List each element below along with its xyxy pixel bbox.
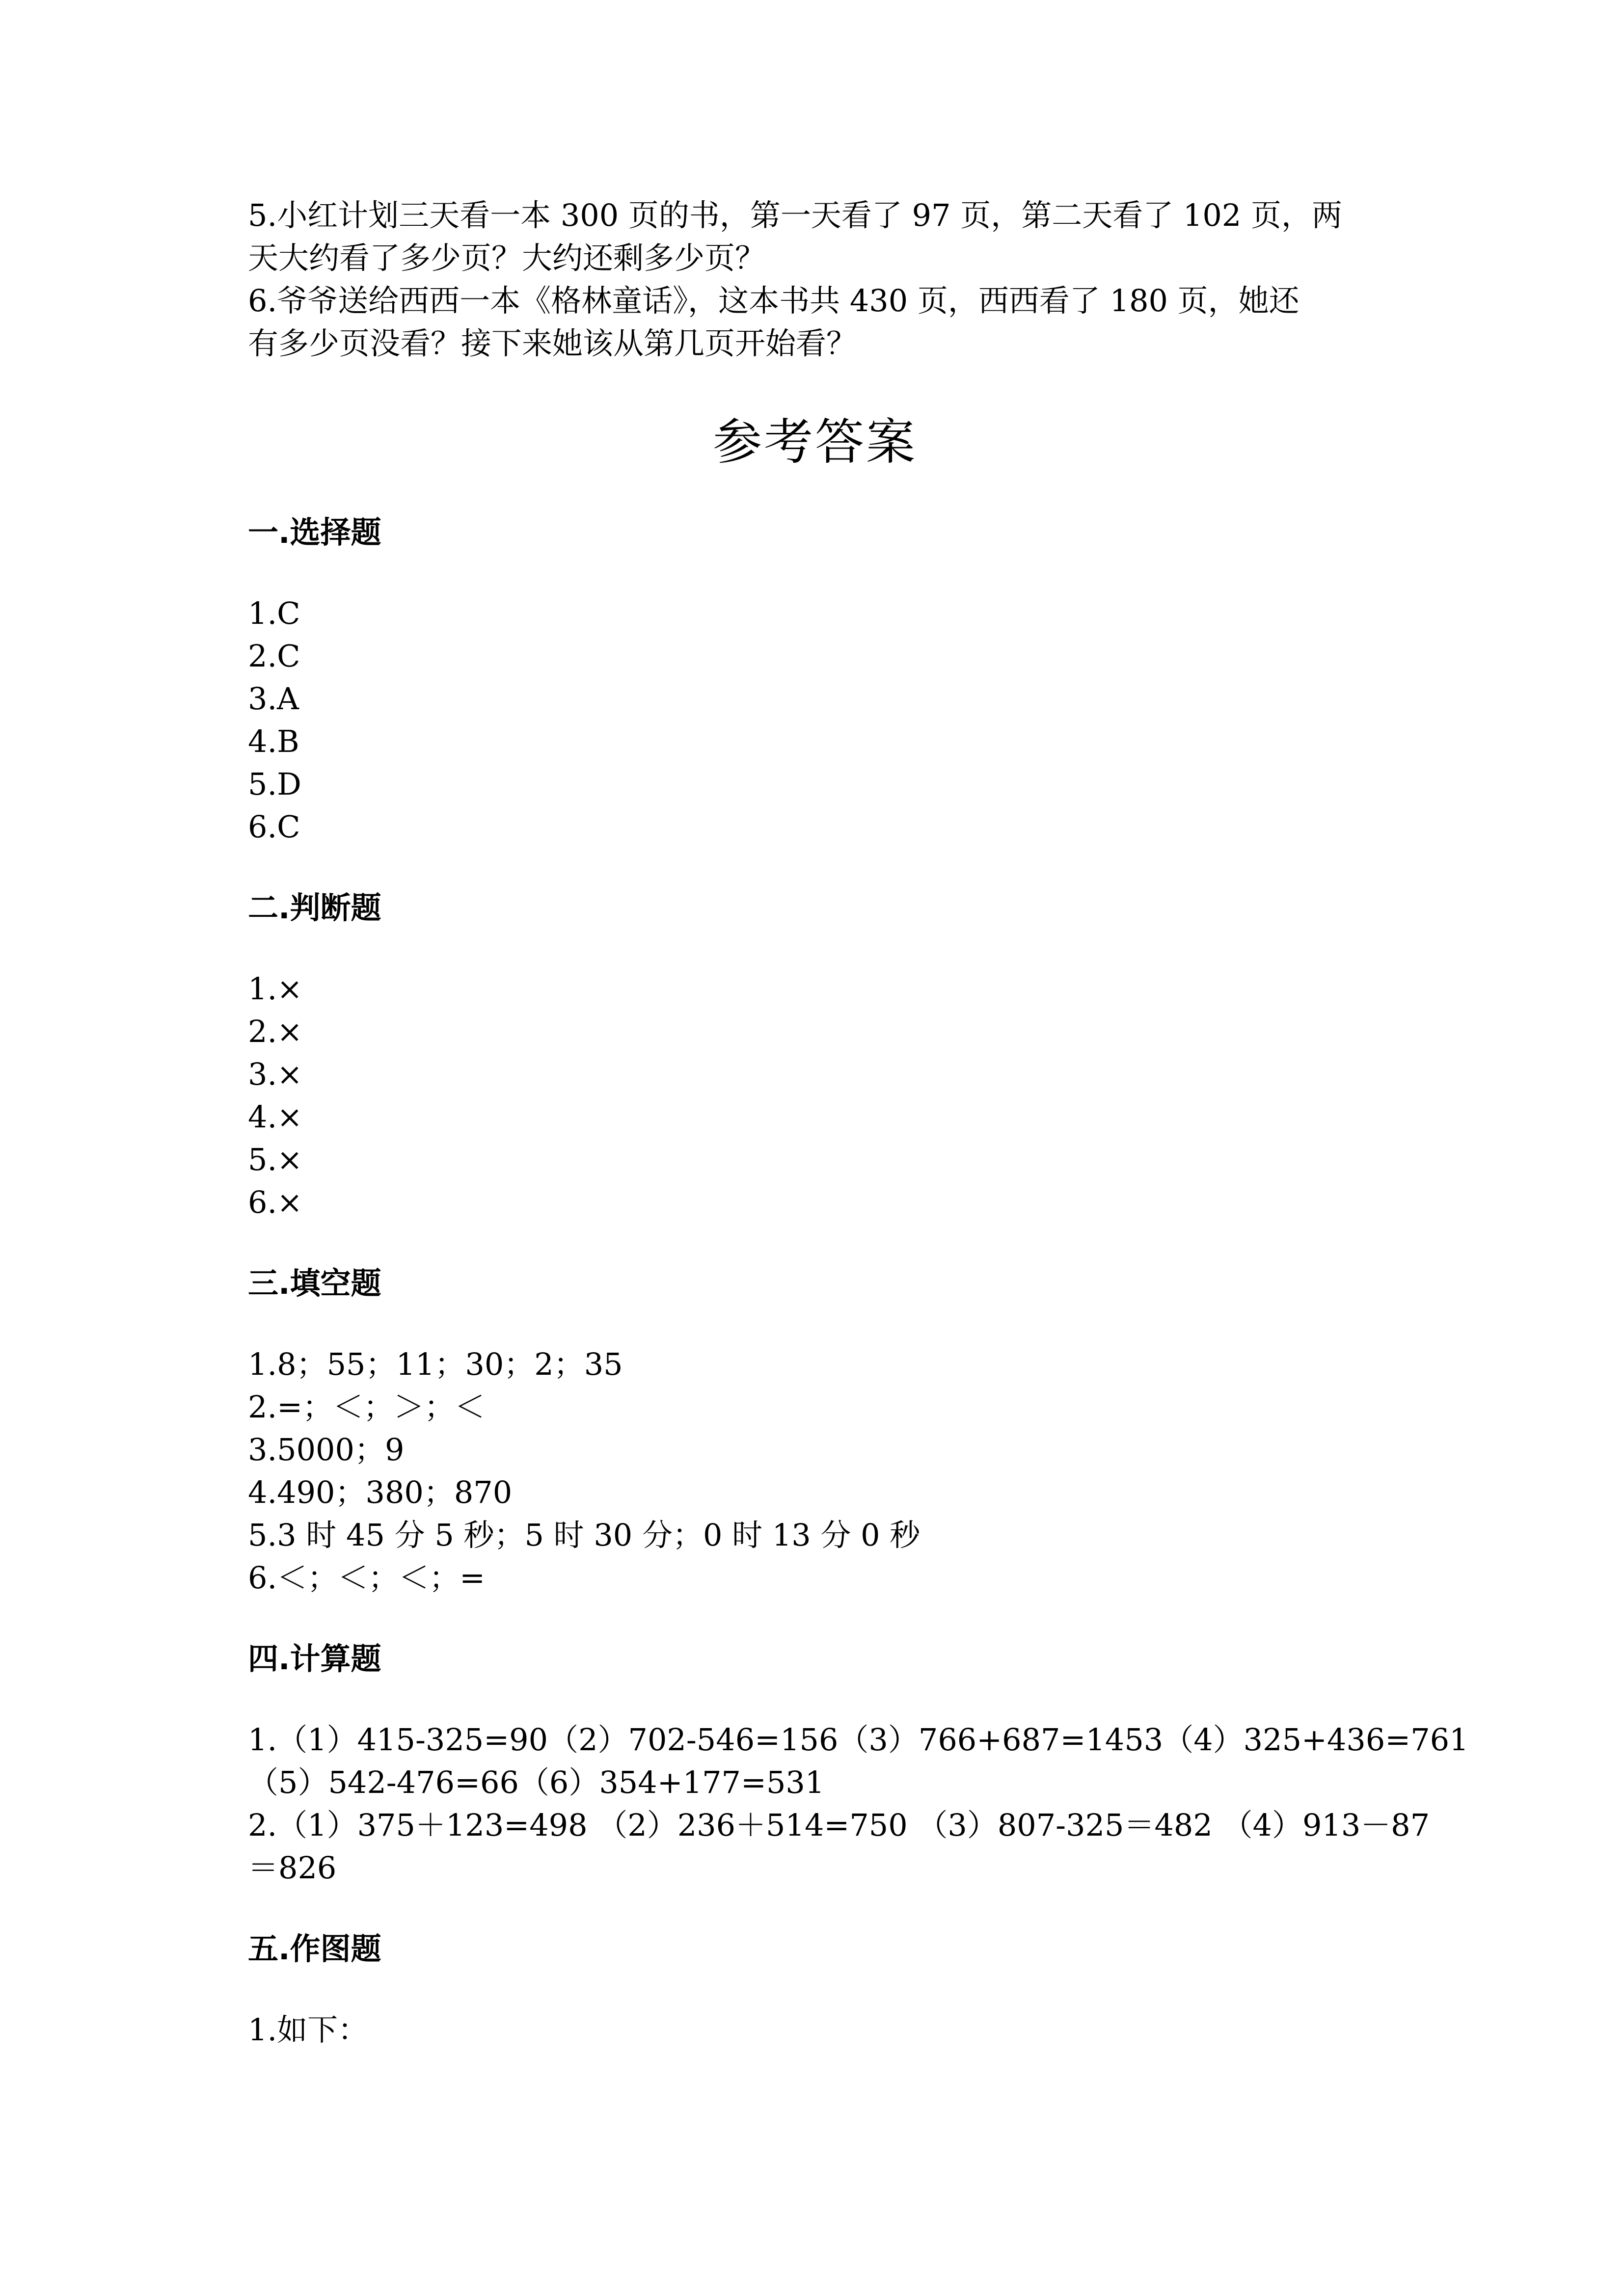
section-heading: 三.填空题 <box>248 1265 381 1301</box>
answer-line: （5）542-476=66（6）354+177=531 <box>248 1764 825 1800</box>
section-multiple-choice <box>248 511 1382 848</box>
section-fill-in-blank <box>248 1262 1382 1599</box>
answer-list <box>248 1343 1382 1599</box>
answer-title: 参考答案 <box>713 413 917 471</box>
answer-list <box>248 592 1382 848</box>
answer-line: 3.× <box>248 1056 303 1092</box>
document-page <box>248 194 1469 2051</box>
answer-line: 6.× <box>248 1184 303 1220</box>
answer-line: 6.＜；＜；＜；= <box>248 1560 486 1596</box>
section-heading: 五.作图题 <box>248 1931 381 1967</box>
answer-line: ＝826 <box>248 1850 337 1886</box>
answer-line: 1.× <box>248 971 303 1007</box>
problem-block <box>248 194 1382 365</box>
answer-line: 2.× <box>248 1014 303 1049</box>
answer-line: 4.490；380；870 <box>248 1474 513 1510</box>
answer-list <box>248 2008 1382 2051</box>
answer-line: 4.B <box>248 723 299 759</box>
answer-line: 5.3 时 45 分 5 秒；5 时 30 分；0 时 13 分 0 秒 <box>248 1517 920 1553</box>
section-heading: 一.选择题 <box>248 514 381 550</box>
section-calculation <box>248 1637 1469 1889</box>
answer-line: 2.=；＜；＞；＜ <box>248 1389 486 1425</box>
answer-list <box>248 1718 1469 1889</box>
problem-line: 5.小红计划三天看一本 300 页的书，第一天看了 97 页，第二天看了 102 页，两 <box>248 197 1342 233</box>
answer-line: 1.8；55；11；30；2；35 <box>248 1346 623 1382</box>
section-true-false <box>248 886 1382 1224</box>
answer-line: 6.C <box>248 809 300 845</box>
answer-line: 3.5000；9 <box>248 1432 405 1468</box>
answer-line: 1.如下： <box>248 2012 369 2048</box>
answer-line: 5.D <box>248 766 301 802</box>
answer-line: 1.C <box>248 595 300 631</box>
answer-line: 2.（1）375＋123=498 （2）236＋514=750 （3）807-325＝482 （4）913－87 <box>248 1807 1430 1843</box>
answer-line: 3.A <box>248 681 299 717</box>
answer-line: 1.（1）415-325=90（2）702-546=156（3）766+687=1453（4）325+436=761 <box>248 1722 1469 1758</box>
answer-line: 2.C <box>248 638 300 674</box>
problem-line: 天大约看了多少页？大约还剩多少页？ <box>248 240 766 276</box>
section-heading: 四.计算题 <box>248 1641 381 1677</box>
answer-line: 4.× <box>248 1099 303 1135</box>
problem-line: 有多少页没看？接下来她该从第几页开始看？ <box>248 325 857 361</box>
answer-line: 5.× <box>248 1142 303 1177</box>
section-drawing <box>248 1927 1382 2051</box>
answer-list <box>248 967 1382 1224</box>
problem-line: 6.爷爷送给西西一本《格林童话》，这本书共 430 页，西西看了 180 页，她还 <box>248 283 1299 319</box>
section-heading: 二.判断题 <box>248 890 381 926</box>
